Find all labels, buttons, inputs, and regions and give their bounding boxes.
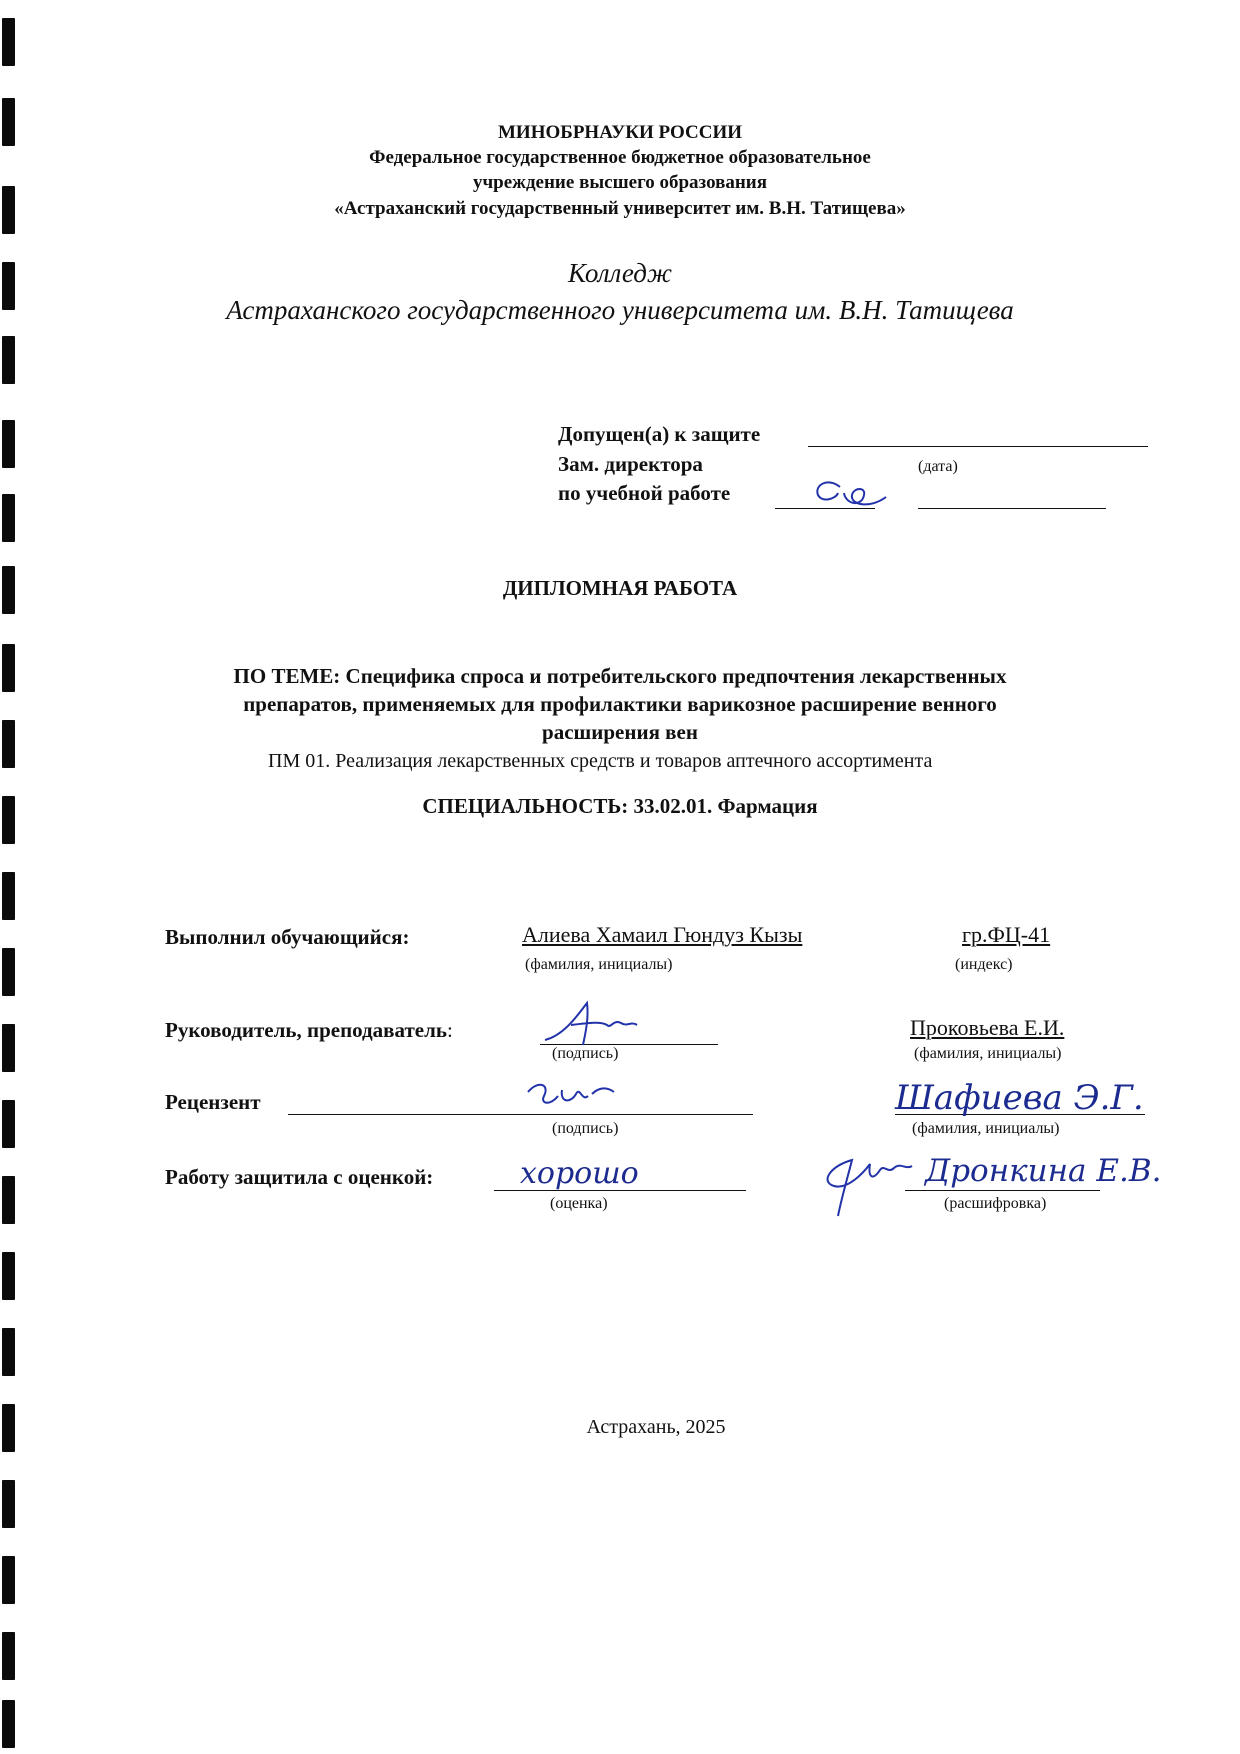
binding-hole: [2, 1024, 15, 1072]
examiner-signature-icon: [808, 1146, 918, 1226]
college-line-1: Колледж: [567, 258, 673, 288]
reviewer-signature-caption: (подпись): [552, 1120, 619, 1137]
binding-hole: [2, 1252, 15, 1300]
reviewer-signature-icon: [520, 1072, 630, 1122]
module-name: ПМ 01. Реализация лекарственных средств и товаров аптечного ассортимента: [268, 750, 933, 772]
admitted-label: Допущен(а) к защите: [558, 422, 761, 446]
student-index-caption: (индекс): [955, 956, 1013, 973]
institution-line-1: Федеральное государственное бюджетное образовательное: [369, 147, 871, 168]
document-type: ДИПЛОМНАЯ РАБОТА: [502, 576, 738, 600]
city-year: Астрахань, 2025: [586, 1416, 726, 1438]
topic-line-1: ПО ТЕМЕ: Специфика спроса и потребительского предпочтения лекарственных: [233, 664, 1007, 688]
binding-hole: [2, 1556, 15, 1604]
supervisor-signature-caption: (подпись): [552, 1045, 619, 1062]
deputy-label: Зам. директора: [558, 452, 703, 476]
binding-hole: [2, 1480, 15, 1528]
binding-hole: [2, 18, 15, 66]
institution-line-2: учреждение высшего образования: [472, 172, 768, 193]
binding-hole: [2, 948, 15, 996]
ministry-heading: МИНОБРНАУКИ РОССИИ: [497, 122, 743, 143]
student-label: Выполнил обучающийся:: [165, 925, 410, 949]
decoding-caption: (расшифровка): [944, 1195, 1047, 1212]
college-line-2: Астраханского государственного университета им. В.Н. Татищева: [226, 295, 1014, 325]
supervisor-name: Проковьева Е.И.: [910, 1015, 1065, 1040]
admitted-date-line: [808, 446, 1148, 447]
student-name: Алиева Хамаил Гюндуз Кызы: [522, 922, 803, 947]
deputy-signature-icon: [800, 465, 900, 515]
university-name: «Астраханский государственный университет им. В.Н. Татищева»: [334, 198, 906, 219]
binding-hole: [2, 1328, 15, 1376]
topic-line-3: расширения вен: [542, 720, 698, 744]
date-caption: (дата): [918, 458, 958, 475]
deputy-date-line: [918, 508, 1106, 509]
binding-hole: [2, 1632, 15, 1680]
binding-hole: [2, 420, 15, 468]
examiner-name: Дронкина Е.В.: [925, 1153, 1162, 1189]
binding-hole: [2, 1700, 15, 1748]
defense-label: Работу защитила с оценкой:: [165, 1165, 434, 1189]
student-name-caption: (фамилия, инициалы): [525, 956, 673, 973]
binding-hole: [2, 872, 15, 920]
academic-label: по учебной работе: [558, 481, 731, 505]
supervisor-colon: :: [447, 1018, 453, 1042]
student-group: гр.ФЦ-41: [962, 922, 1051, 947]
reviewer-label: Рецензент: [165, 1090, 261, 1114]
topic-line-2: препаратов, применяемых для профилактики варикозное расширение венного: [243, 692, 997, 716]
binding-hole: [2, 1100, 15, 1148]
grade-value: хорошо: [520, 1156, 639, 1191]
grade-caption: (оценка): [550, 1195, 608, 1212]
supervisor-label: Руководитель, преподаватель: [165, 1018, 448, 1042]
binding-hole: [2, 1176, 15, 1224]
examiner-decoding-line: [905, 1190, 1100, 1191]
specialty: СПЕЦИАЛЬНОСТЬ: 33.02.01. Фармация: [422, 794, 818, 818]
reviewer-name-caption: (фамилия, инициалы): [912, 1120, 1060, 1137]
supervisor-name-caption: (фамилия, инициалы): [914, 1045, 1062, 1062]
binding-hole: [2, 1404, 15, 1452]
binding-hole: [2, 336, 15, 384]
binding-hole: [2, 494, 15, 542]
reviewer-name: Шафиева Э.Г.: [895, 1078, 1144, 1118]
